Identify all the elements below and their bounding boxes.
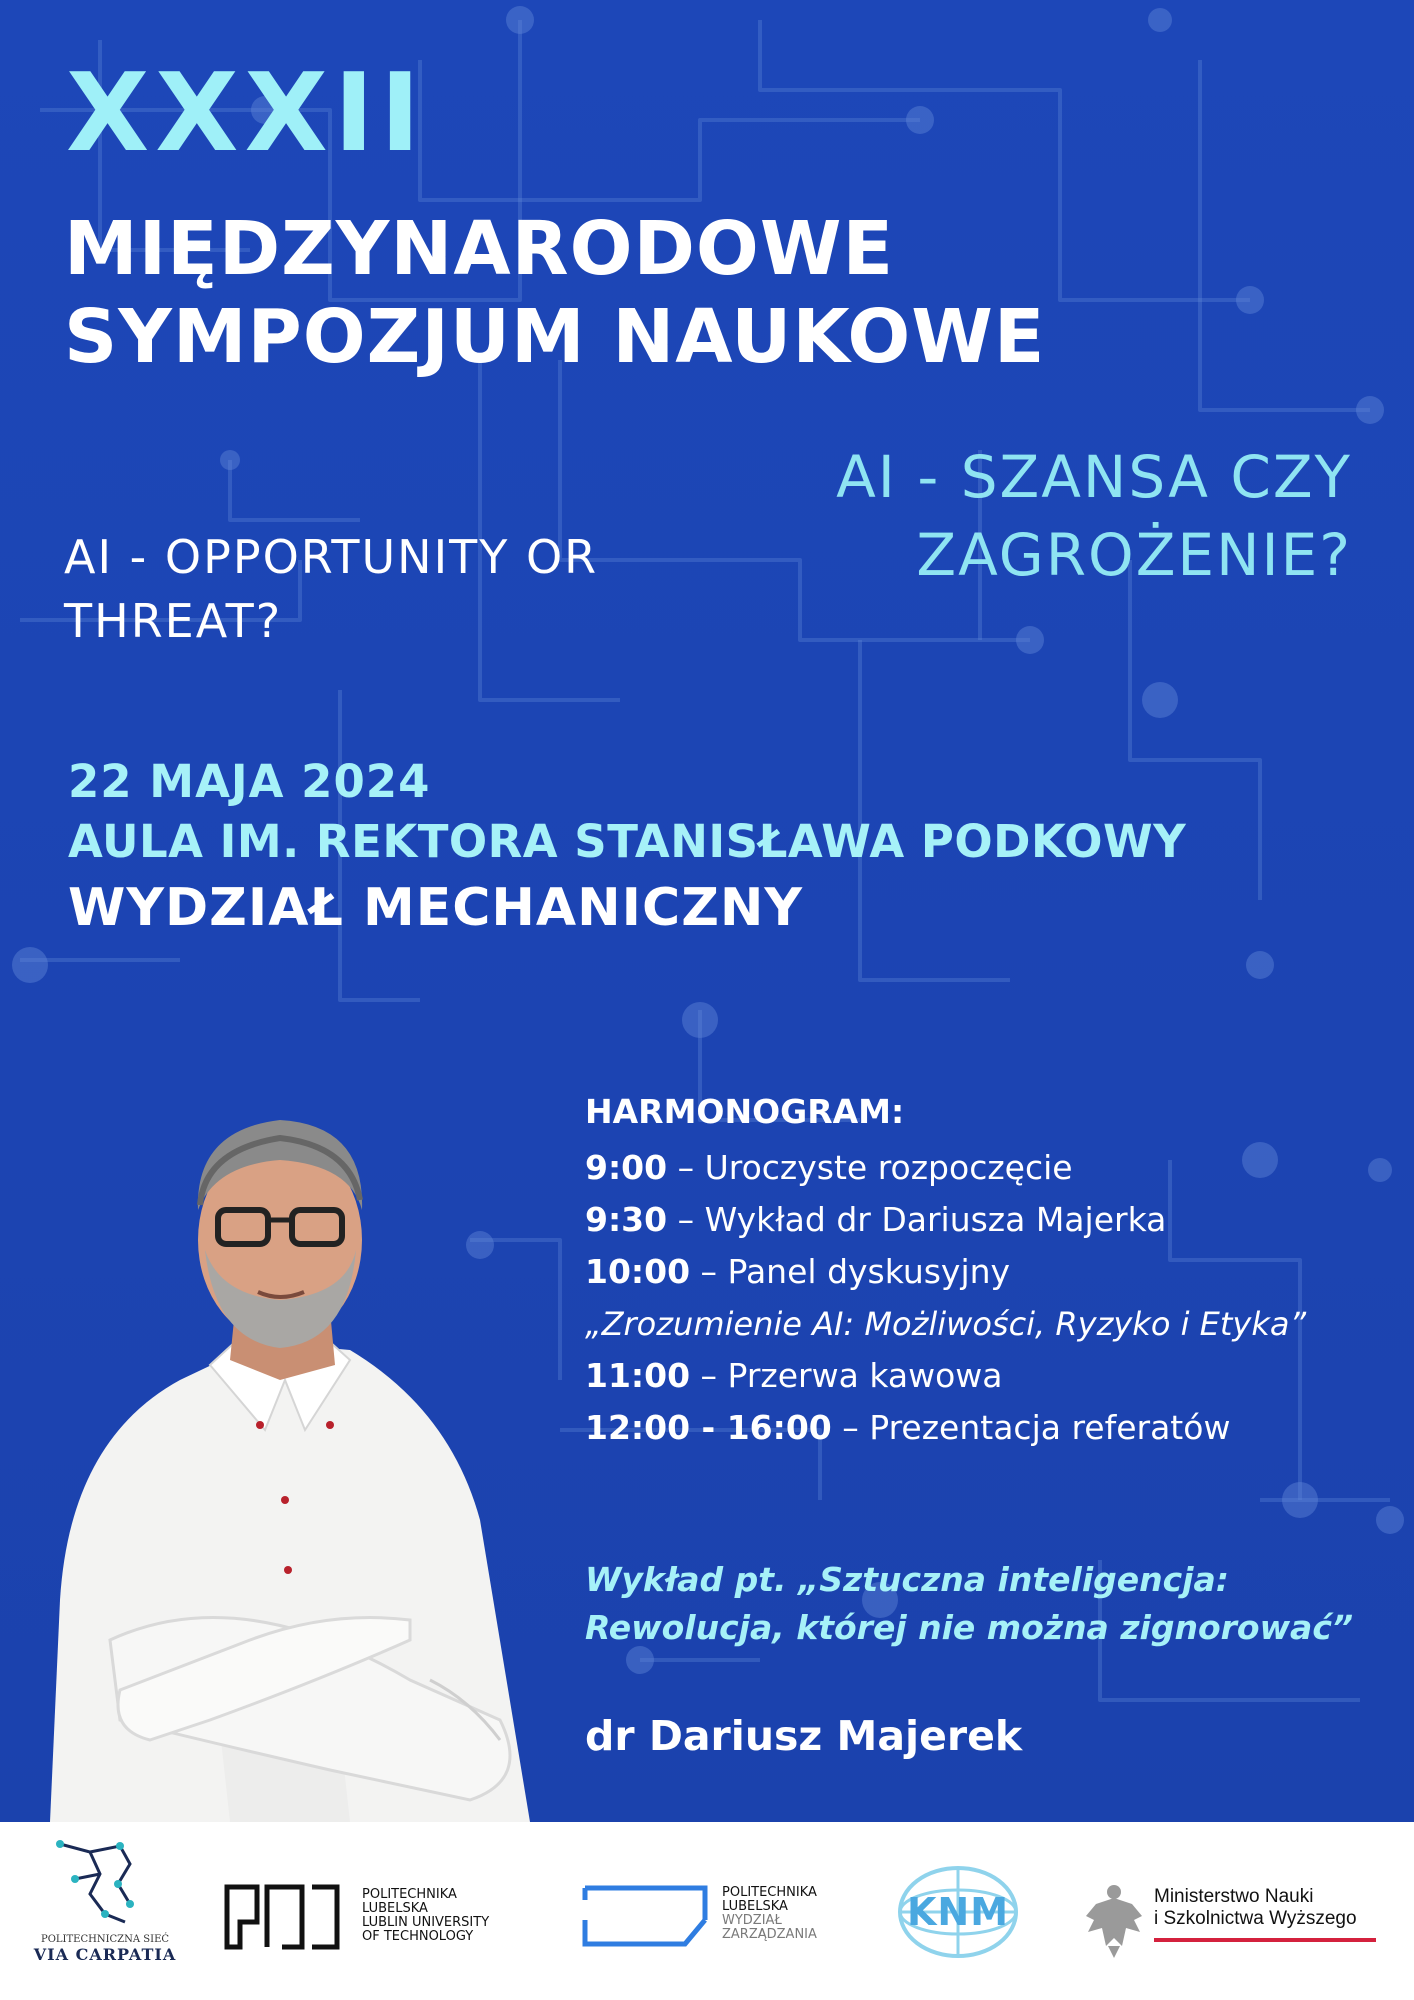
via-carpatia-line-2: VIA CARPATIA: [33, 1945, 177, 1964]
schedule-time: 11:00: [585, 1356, 691, 1395]
schedule-label: Wykład dr Dariusza Majerka: [704, 1200, 1167, 1239]
schedule-item: [585, 1402, 1385, 1454]
wydzial-zarzadzania-logo: [580, 1880, 880, 1960]
pl-logo-line-3: LUBLIN UNIVERSITY: [362, 1915, 490, 1930]
schedule-heading: HARMONOGRAM:: [585, 1092, 905, 1131]
schedule-label: Uroczyste rozpoczęcie: [704, 1148, 1073, 1187]
wz-logo-line-4: ZARZĄDZANIA: [722, 1927, 817, 1942]
schedule-time: 9:30: [585, 1200, 668, 1239]
title-line-2: SYMPOZJUM NAUKOWE: [64, 294, 1046, 380]
knm-text: KNM: [906, 1890, 1010, 1934]
pl-logo-line-4: OF TECHNOLOGY: [362, 1929, 474, 1944]
sponsor-footer: [0, 1822, 1414, 2000]
ministry-line-2: i Szkolnictwa Wyższego: [1154, 1908, 1357, 1929]
schedule: [585, 1088, 1385, 1454]
schedule-item: [585, 1194, 1385, 1246]
politechnika-lubelska-logo: [222, 1882, 542, 1962]
schedule-dash: –: [677, 1200, 705, 1239]
schedule-label: Panel dyskusyjny: [727, 1252, 1011, 1291]
wz-emblem-icon: [580, 1880, 710, 1952]
pl-logo-text: [362, 1888, 489, 1944]
speaker-name: dr Dariusz Majerek: [585, 1712, 1023, 1760]
subtitle-polish: [732, 438, 1352, 594]
subtitle-pl-line-1: AI - SZANSA CZY: [836, 443, 1352, 511]
subtitle-pl-line-2: ZAGROŻENIE?: [916, 521, 1352, 589]
lecture-line-2: Rewolucja, której nie można zignorować”: [585, 1608, 1354, 1647]
schedule-dash: –: [700, 1252, 728, 1291]
subtitle-english: [64, 525, 704, 653]
wz-logo-line-3: WYDZIAŁ: [722, 1913, 782, 1928]
speaker-photo: [30, 1080, 550, 1822]
event-faculty: WYDZIAŁ MECHANICZNY: [68, 878, 804, 938]
via-carpatia-logo: [30, 1834, 180, 1964]
schedule-label: Przerwa kawowa: [727, 1356, 1003, 1395]
ministry-text: [1154, 1886, 1376, 1942]
pl-emblem-icon: [222, 1882, 342, 1952]
edition-numeral: XXXII: [66, 51, 427, 176]
pl-logo-line-2: LUBELSKA: [362, 1901, 428, 1916]
schedule-time: 10:00: [585, 1252, 691, 1291]
subtitle-en-line-1: AI - OPPORTUNITY OR: [64, 530, 599, 584]
schedule-time: 12:00 - 16:00: [585, 1408, 832, 1447]
schedule-item: [585, 1246, 1385, 1298]
symposium-title: [64, 205, 1045, 381]
schedule-dash: –: [700, 1356, 728, 1395]
schedule-dash: –: [842, 1408, 870, 1447]
subtitle-en-line-2: THREAT?: [64, 594, 283, 648]
schedule-time: 9:00: [585, 1148, 668, 1187]
ministry-line-1: Ministerstwo Nauki: [1154, 1886, 1314, 1907]
lecture-title: [585, 1556, 1385, 1652]
via-carpatia-icon: [30, 1834, 180, 1944]
lecture-line-1: Wykład pt. „Sztuczna inteligencja:: [585, 1560, 1229, 1599]
knm-logo: [894, 1862, 1022, 1962]
event-venue: AULA IM. REKTORA STANISŁAWA PODKOWY: [68, 815, 1187, 868]
schedule-item: [585, 1350, 1385, 1402]
panel-topic: „Zrozumienie AI: Możliwości, Ryzyko i Etyka”: [585, 1305, 1307, 1343]
pl-logo-line-1: POLITECHNIKA: [362, 1887, 457, 1902]
event-date: 22 MAJA 2024: [68, 755, 431, 808]
via-carpatia-line-1: POLITECHNICZNA SIEĆ: [40, 1934, 170, 1945]
title-line-1: MIĘDZYNARODOWE: [64, 206, 894, 292]
schedule-item: [585, 1142, 1385, 1194]
wz-logo-text: [722, 1886, 817, 1942]
ministry-red-line: [1154, 1938, 1376, 1942]
schedule-label: Prezentacja referatów: [869, 1408, 1231, 1447]
polish-eagle-icon: [1082, 1880, 1146, 1960]
wz-logo-line-2: LUBELSKA: [722, 1899, 788, 1914]
wz-logo-line-1: POLITECHNIKA: [722, 1885, 817, 1900]
ministry-logo: [1082, 1880, 1392, 1970]
schedule-dash: –: [677, 1148, 705, 1187]
